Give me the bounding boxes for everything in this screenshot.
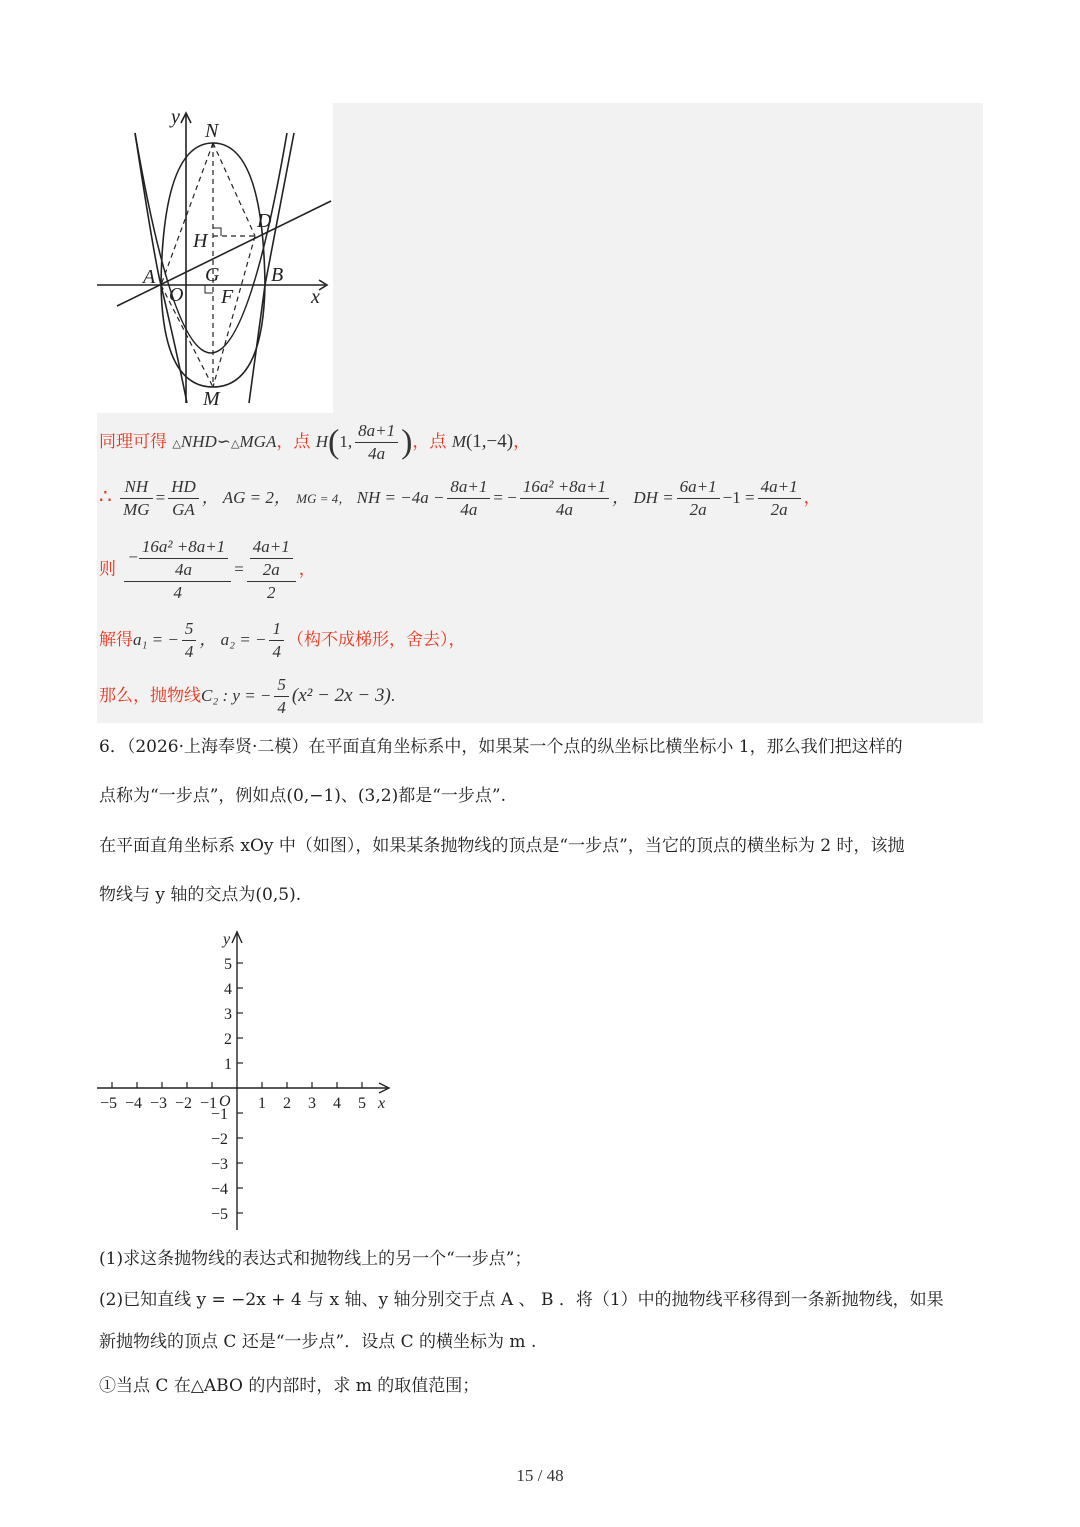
problem6-line-3: 在平面直角坐标系 xOy 中（如图），如果某条抛物线的顶点是“一步点”，当它的顶点的横坐标为 2 时，该抛 <box>99 836 905 856</box>
fig2-y-label: y <box>223 931 231 948</box>
fig2-x-tick-label: 5 <box>358 1095 366 1112</box>
outer-parabola-lower <box>135 133 287 353</box>
fig1-label-g: G <box>205 264 220 286</box>
solution-line-1: 同理可得 △NHD∽△MGA，点 H(1, $\frac{8a+1}{4a}$ )，点 M(1,−4)， <box>99 421 531 463</box>
figure-1-svg <box>97 103 333 413</box>
fig1-label-o: O <box>169 284 184 306</box>
fig2-y-tick-label: −5 <box>211 1206 229 1223</box>
fig2-x-tick-label: −3 <box>150 1095 168 1112</box>
fig2-x-tick-label: −5 <box>100 1095 118 1112</box>
fig2-y-tick-label: −1 <box>211 1106 229 1123</box>
question-2-line-1: (2)已知直线 y = −2x + 4 与 x 轴、y 轴分别交于点 A 、 B ．将（1）中的抛物线平移得到一条新抛物线，如果 <box>99 1290 944 1310</box>
fig1-label-y: y <box>171 106 180 128</box>
fig2-y-tick-label: 4 <box>224 981 232 998</box>
fig2-x-tick-label: 4 <box>333 1095 341 1112</box>
fig2-x-tick-label: 2 <box>283 1095 291 1112</box>
left-branch <box>135 133 161 285</box>
fig2-y-tick-label: −2 <box>211 1131 229 1148</box>
fig2-y-tick-label: 2 <box>224 1031 232 1048</box>
fig1-label-b: B <box>271 264 284 286</box>
fig2-x-tick-label: −4 <box>125 1095 143 1112</box>
fig2-y-tick-label: −3 <box>211 1156 229 1173</box>
question-2-line-2: 新抛物线的顶点 C 还是“一步点”．设点 C 的横坐标为 m . <box>99 1332 537 1352</box>
problem6-line-4: 物线与 y 轴的交点为(0,5). <box>99 885 302 905</box>
fig2-y-tick-label: 1 <box>224 1056 232 1073</box>
fig1-label-f: F <box>221 286 234 308</box>
solution-line-5: 那么，抛物线C₂ : y = − $\frac{5}{4}$ (x² − 2x − 3). <box>99 675 396 717</box>
fig1-label-d: D <box>257 210 272 232</box>
fig2-x-tick-label: −2 <box>175 1095 193 1112</box>
fig2-origin-label: O <box>219 1093 231 1110</box>
problem6-line-2: 点称为“一步点”，例如点(0,−1)、(3,2)都是“一步点”. <box>99 786 507 806</box>
dashed-nd <box>213 143 255 236</box>
fig2-y-tick-label: 5 <box>224 956 232 973</box>
fig2-y-tick-label: 3 <box>224 1006 232 1023</box>
problem6-line-1: 6．（2026·上海奉贤·二模）在平面直角坐标系中，如果某一个点的纵坐标比横坐标小 1，那么我们把这样的 <box>99 737 903 757</box>
solution-line-2: ∴ $\frac{NH}{MG}$ = $\frac{HD}{GA}$ ， AG = 2， MG = 4， NH = −4a − $\frac{8a+1}{4a}$ = − $\frac{\text{16a² +8a+1}}{4a}$ ， DH = $\frac{6a+1}{2a}$ −1 = $\frac{4a+1}{2a}$ ， <box>99 477 821 519</box>
figure-parabola-rhombus <box>97 103 333 413</box>
fig1-label-x: x <box>311 286 320 308</box>
figure-coordinate-plane <box>95 925 405 1235</box>
fig2-x-tick-label: 1 <box>258 1095 266 1112</box>
right-angle-g <box>205 285 213 293</box>
fig1-label-n: N <box>205 120 219 142</box>
question-2-part-1: ①当点 C 在△ABO 的内部时，求 m 的取值范围； <box>99 1376 480 1396</box>
right-angle-h <box>213 228 221 236</box>
solution-line-3: 则 − $\frac{\text{16a² +8a+1}}{4a}$ 4 = $\frac{\frac{4a+1}{2a}}{2}$ ， <box>99 537 316 602</box>
fig2-x-tick-label: 3 <box>308 1095 316 1112</box>
fig1-label-m: M <box>203 388 220 410</box>
solution-line-4: 解得a₁ = − $\frac{5}{4}$ ， a₂ = − $\frac{1}{4}$ （构不成梯形，舍去）， <box>99 619 466 661</box>
fig1-label-h: H <box>193 230 208 252</box>
question-1: (1)求这条抛物线的表达式和抛物线上的另一个“一步点”； <box>99 1249 532 1269</box>
fig1-label-a: A <box>143 266 156 288</box>
fig2-x-tick-label: −1 <box>200 1095 218 1112</box>
fig2-x-label: x <box>378 1095 386 1112</box>
fig2-y-tick-label: −4 <box>211 1181 229 1198</box>
page-number: 15 / 48 <box>516 1466 564 1485</box>
